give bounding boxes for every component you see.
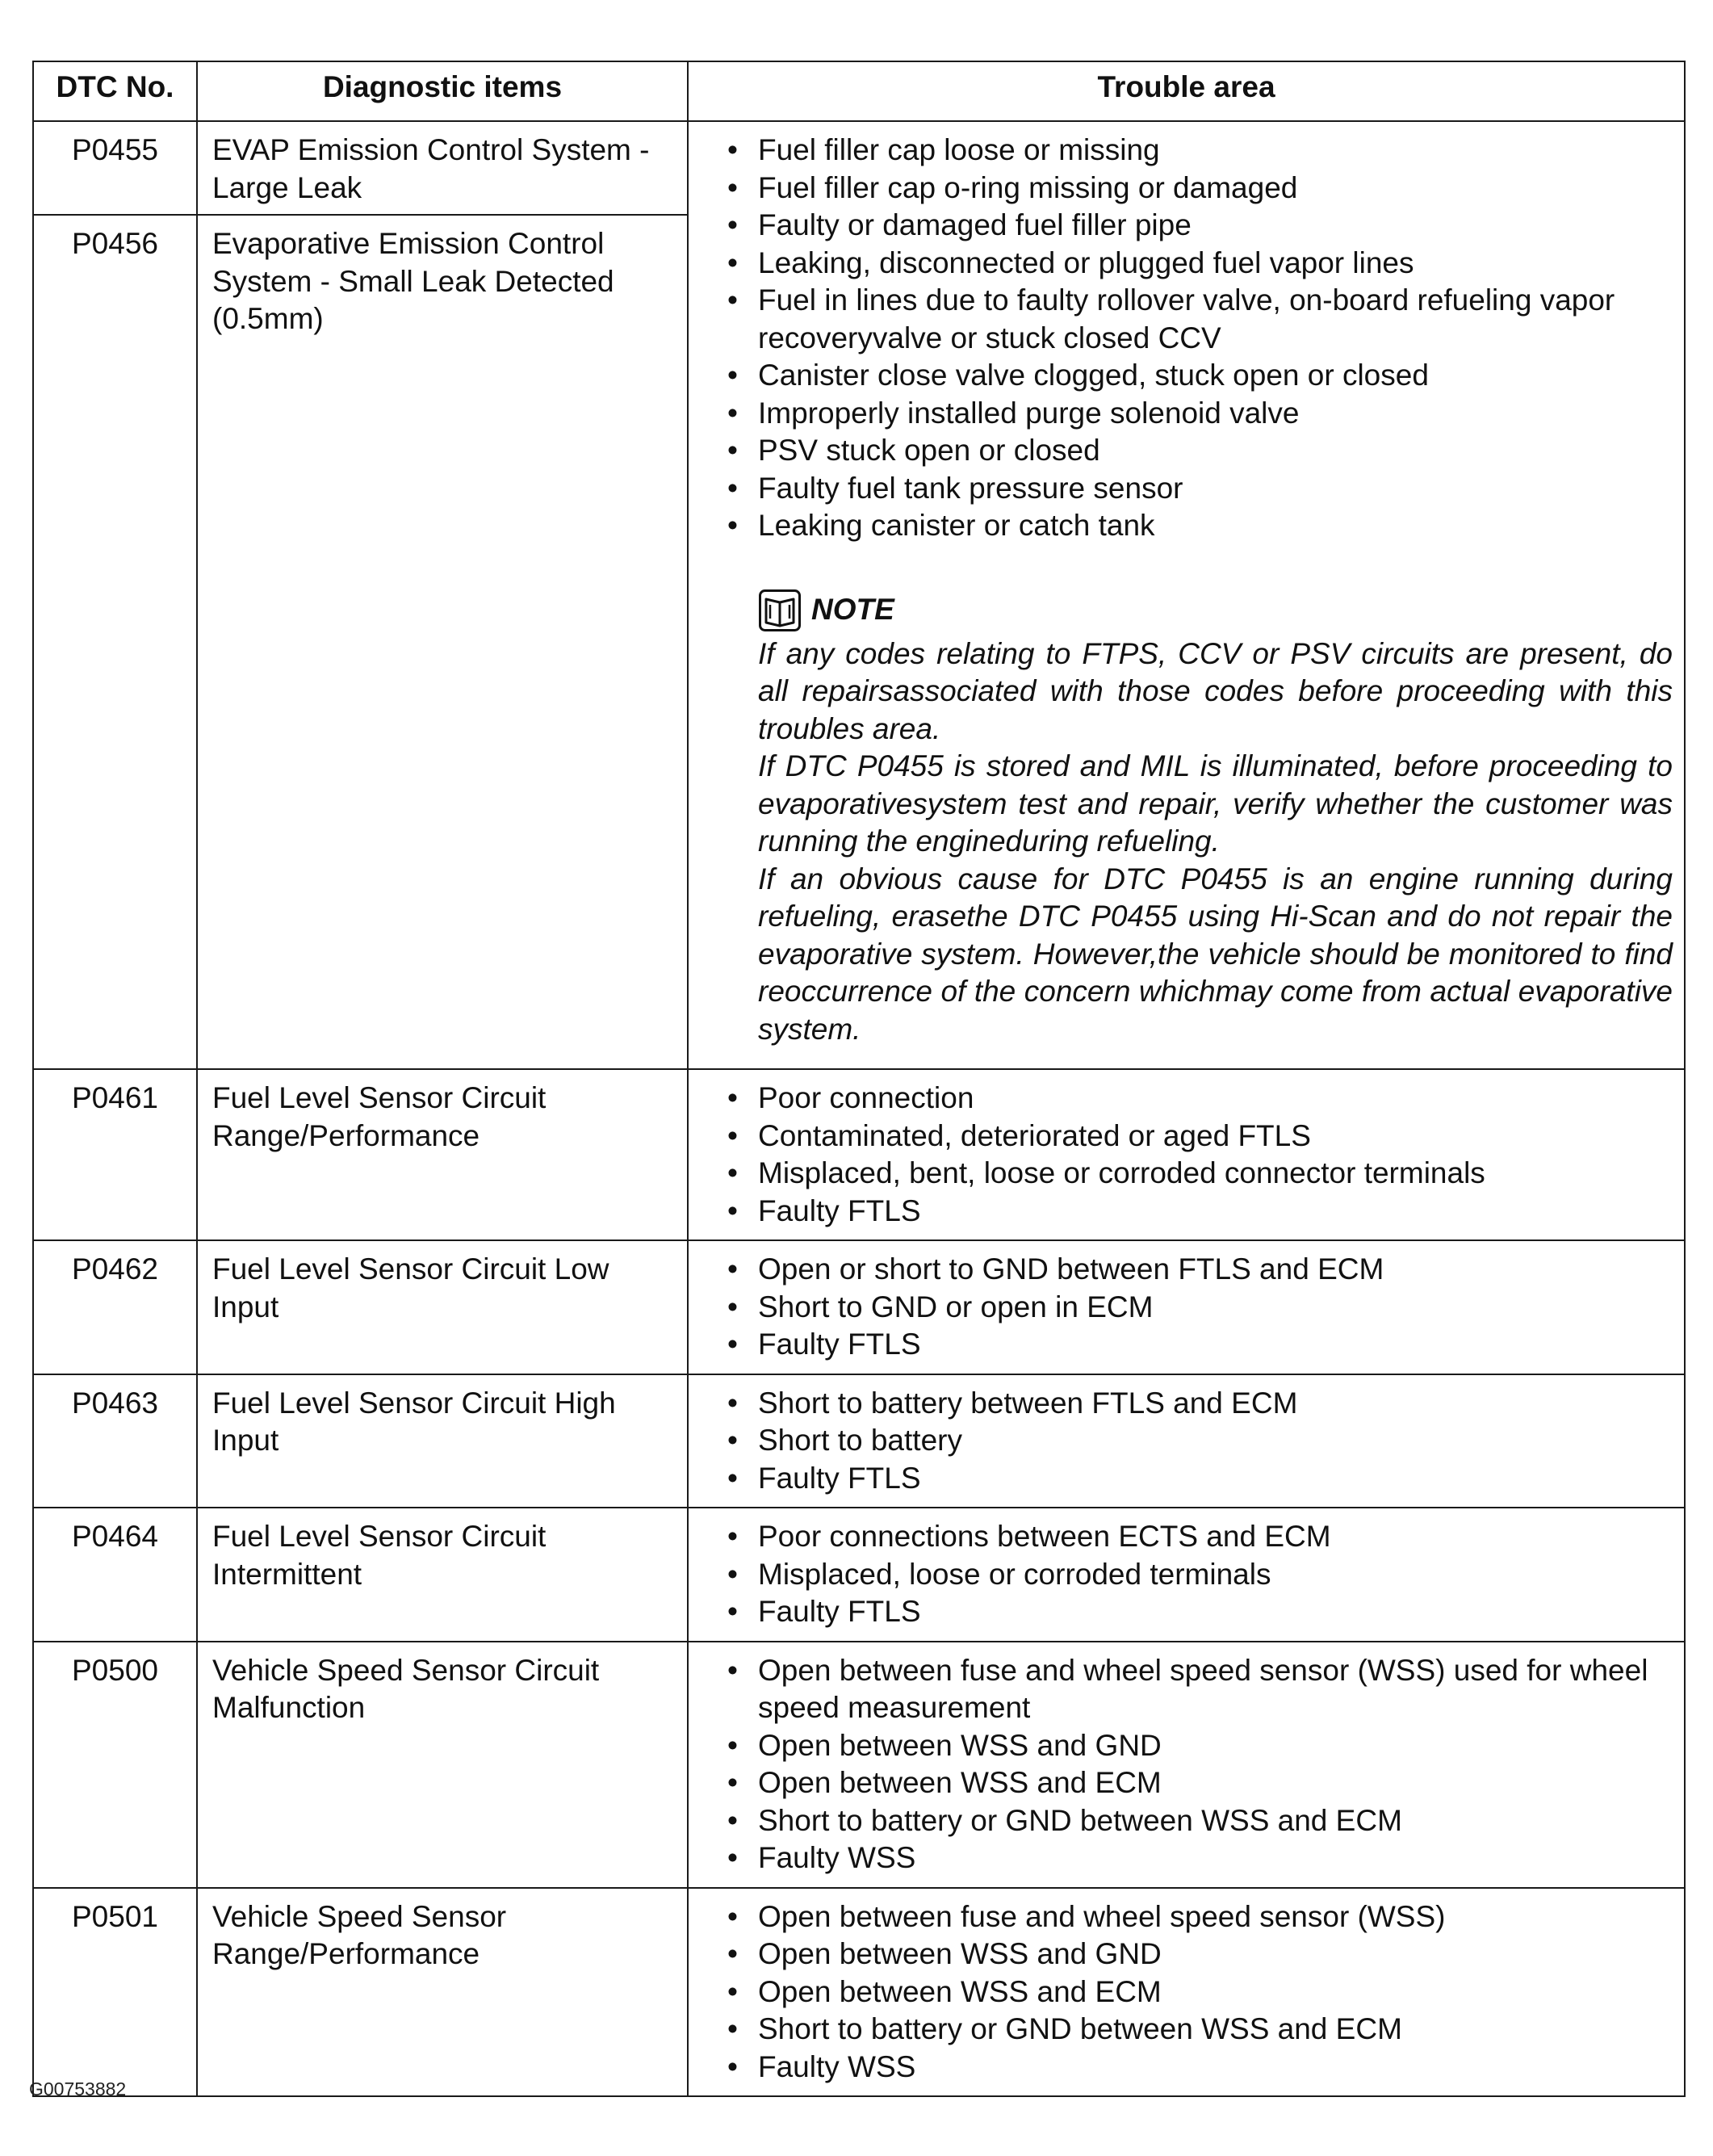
- trouble-area: [688, 1642, 1685, 1888]
- trouble-area-item: • Fuel filler cap loose or missing: [726, 132, 1673, 170]
- trouble-area-item: • Faulty WSS: [726, 2049, 1673, 2087]
- dtc-code: P0455: [33, 121, 197, 215]
- header-diagnostic-items: Diagnostic items: [197, 61, 688, 121]
- dtc-code: P0463: [33, 1374, 197, 1508]
- trouble-area-item: • Short to battery: [726, 1422, 1673, 1460]
- trouble-area: [688, 1508, 1685, 1642]
- trouble-area-item: • Misplaced, loose or corroded terminals: [726, 1556, 1673, 1594]
- table-row: [33, 1069, 1685, 1240]
- dtc-code: P0462: [33, 1240, 197, 1374]
- diagnostic-item: Fuel Level Sensor Circuit Range/Performance: [197, 1069, 688, 1240]
- note-paragraph: If an obvious cause for DTC P0455 is an engine running during refueling, erasethe DTC P0455 using Hi-Scan and do not repair the evaporative system. However,the vehicle should be monitored to find reoccurrence of the concern whichmay come from actual evaporative system.: [758, 862, 1673, 1046]
- table-row: [33, 1374, 1685, 1508]
- table-row: [33, 1508, 1685, 1642]
- note-title: NOTE: [811, 593, 894, 627]
- figure-id: G00753882: [29, 2078, 127, 2099]
- trouble-area: [688, 1240, 1685, 1374]
- note-paragraph: If DTC P0455 is stored and MIL is illuminated, before proceeding to evaporativesystem test and repair, verify whether the customer was running the engineduring refueling.: [758, 749, 1673, 858]
- trouble-area-list: [726, 1251, 1673, 1364]
- trouble-area-item: • Short to battery or GND between WSS and ECM: [726, 2011, 1673, 2049]
- trouble-area-item: • Open between WSS and ECM: [726, 1764, 1673, 1802]
- dtc-code: P0500: [33, 1642, 197, 1888]
- table-row: [33, 1642, 1685, 1888]
- diagnostic-item: Vehicle Speed Sensor Range/Performance: [197, 1888, 688, 2097]
- trouble-area: [688, 1069, 1685, 1240]
- dtc-code: P0464: [33, 1508, 197, 1642]
- note-body: [758, 635, 1673, 1049]
- trouble-area-item: • Open between WSS and GND: [726, 1936, 1673, 1974]
- trouble-area-list: [726, 1898, 1673, 2087]
- trouble-area-item: • Faulty fuel tank pressure sensor: [726, 470, 1673, 508]
- table-row: [33, 1888, 1685, 2097]
- trouble-area-item: • Faulty WSS: [726, 1839, 1673, 1877]
- note-header: [758, 585, 1673, 635]
- diagnostic-item: Fuel Level Sensor Circuit High Input: [197, 1374, 688, 1508]
- dtc-code: P0501: [33, 1888, 197, 2097]
- diagnostic-item: EVAP Emission Control System - Large Leak: [197, 121, 688, 215]
- dtc-code: P0461: [33, 1069, 197, 1240]
- trouble-area-item: • Faulty FTLS: [726, 1193, 1673, 1231]
- dtc-table: [32, 61, 1686, 2097]
- trouble-area-item: • Open between fuse and wheel speed sensor (WSS): [726, 1898, 1673, 1936]
- book-icon: [758, 589, 802, 632]
- trouble-area-item: • Fuel in lines due to faulty rollover valve, on-board refueling vapor recoveryvalve or stuck closed CCV: [726, 282, 1673, 357]
- diagnostic-item: Evaporative Emission Control System - Small Leak Detected (0.5mm): [197, 215, 688, 1069]
- diagnostic-item: Vehicle Speed Sensor Circuit Malfunction: [197, 1642, 688, 1888]
- trouble-area-item: • Leaking, disconnected or plugged fuel vapor lines: [726, 245, 1673, 283]
- trouble-area-item: • Faulty FTLS: [726, 1326, 1673, 1364]
- trouble-area-list: [726, 1385, 1673, 1498]
- trouble-area-item: • Short to battery or GND between WSS and ECM: [726, 1802, 1673, 1840]
- table-row: [33, 1240, 1685, 1374]
- header-row: [33, 61, 1685, 121]
- trouble-area-item: • Misplaced, bent, loose or corroded connector terminals: [726, 1155, 1673, 1193]
- trouble-area: [688, 1374, 1685, 1508]
- header-trouble-area: Trouble area: [688, 61, 1685, 121]
- trouble-area-item: • Short to battery between FTLS and ECM: [726, 1385, 1673, 1423]
- trouble-area-list: [726, 1080, 1673, 1230]
- trouble-area-item: • Open between WSS and ECM: [726, 1974, 1673, 2011]
- trouble-area-list: [726, 1652, 1673, 1877]
- dtc-code: P0456: [33, 215, 197, 1069]
- trouble-area-item: • Open between WSS and GND: [726, 1727, 1673, 1765]
- table-row: [33, 121, 1685, 215]
- trouble-area: [688, 121, 1685, 1069]
- trouble-area-item: • Improperly installed purge solenoid valve: [726, 395, 1673, 433]
- trouble-area-item: • Poor connection: [726, 1080, 1673, 1118]
- trouble-area-item: • Canister close valve clogged, stuck open or closed: [726, 357, 1673, 395]
- diagnostic-item: Fuel Level Sensor Circuit Low Input: [197, 1240, 688, 1374]
- header-dtc-no: DTC No.: [33, 61, 197, 121]
- trouble-area-list: [726, 1518, 1673, 1631]
- trouble-area-item: • Faulty or damaged fuel filler pipe: [726, 207, 1673, 245]
- note-box: [758, 585, 1673, 1049]
- trouble-area-item: • Fuel filler cap o-ring missing or damaged: [726, 170, 1673, 208]
- trouble-area-item: • Open or short to GND between FTLS and ECM: [726, 1251, 1673, 1289]
- trouble-area-item: • Faulty FTLS: [726, 1593, 1673, 1631]
- trouble-area-list: [726, 132, 1673, 545]
- note-paragraph: If any codes relating to FTPS, CCV or PSV circuits are present, do all repairsassociated with those codes before proceeding with this troubles area.: [758, 636, 1673, 745]
- trouble-area-item: • Faulty FTLS: [726, 1460, 1673, 1498]
- trouble-area: [688, 1888, 1685, 2097]
- trouble-area-item: • Short to GND or open in ECM: [726, 1289, 1673, 1327]
- trouble-area-item: • PSV stuck open or closed: [726, 432, 1673, 470]
- trouble-area-item: • Contaminated, deteriorated or aged FTLS: [726, 1118, 1673, 1156]
- trouble-area-item: • Poor connections between ECTS and ECM: [726, 1518, 1673, 1556]
- trouble-area-item: • Leaking canister or catch tank: [726, 507, 1673, 545]
- diagnostic-item: Fuel Level Sensor Circuit Intermittent: [197, 1508, 688, 1642]
- trouble-area-item: • Open between fuse and wheel speed sensor (WSS) used for wheel speed measurement: [726, 1652, 1673, 1727]
